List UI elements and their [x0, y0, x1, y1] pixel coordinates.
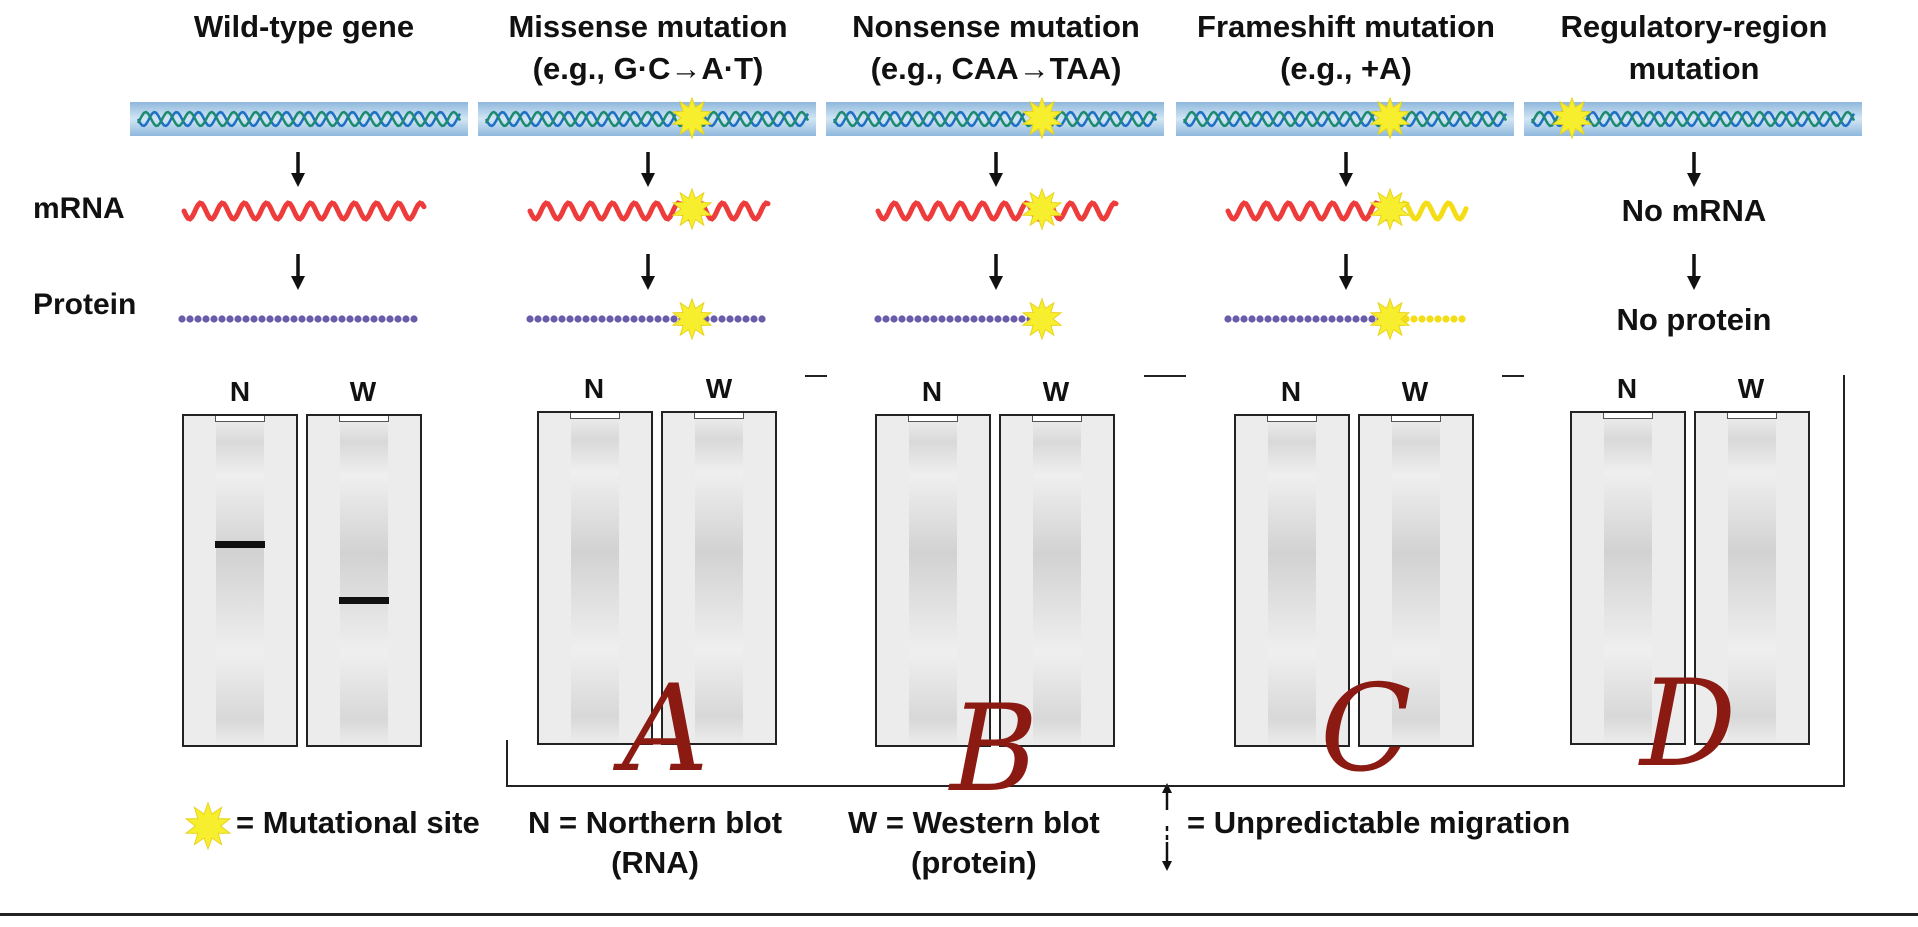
lane-label-w: W	[349, 376, 377, 407]
handwritten-letter-b: B	[950, 680, 1039, 819]
legend-line: W = Western blot	[848, 805, 1100, 840]
lane-label-n: N	[1616, 373, 1638, 404]
row-label-mrna: mRNA	[33, 192, 125, 225]
gel-lane	[340, 416, 387, 745]
header-line: (e.g., G·C→A·T)	[532, 51, 764, 86]
legend-line: (RNA)	[611, 845, 699, 880]
bracket-tick	[805, 375, 827, 377]
mutation-star-icon	[186, 803, 230, 849]
lane-label-n: N	[583, 373, 605, 404]
protein-chain	[874, 315, 1049, 322]
protein-chain	[1224, 315, 1391, 322]
lane-label-n: N	[229, 376, 251, 407]
handwritten-letter-a: A	[622, 660, 709, 799]
band-wildtype-western	[339, 597, 388, 604]
legend-mutational-site: = Mutational site	[236, 805, 480, 840]
no-protein-text: No protein	[1616, 302, 1772, 337]
legend-western	[848, 803, 1100, 883]
lane-label-w: W	[1042, 376, 1070, 407]
lane-label-n: N	[921, 376, 943, 407]
legend-northern	[528, 803, 782, 883]
header-line: (e.g., CAA→TAA)	[870, 51, 1122, 86]
lane-label-w: W	[1401, 376, 1429, 407]
header-line: (e.g., +A)	[1280, 51, 1412, 86]
header-line: Regulatory-region	[1560, 9, 1828, 44]
protein-chain	[1394, 315, 1465, 322]
lane-label-n: N	[1280, 376, 1302, 407]
gel-well	[339, 416, 388, 422]
lane-label-w: W	[1737, 373, 1765, 404]
bracket-tick	[1144, 375, 1186, 377]
lane-label-w: W	[705, 373, 733, 404]
mrna-strand	[1228, 203, 1388, 219]
bracket-left-edge	[506, 740, 508, 787]
mutation-star-icon	[1371, 189, 1409, 229]
header-line: Missense mutation	[508, 9, 788, 44]
row-label-protein: Protein	[33, 288, 137, 321]
header-line: mutation	[1628, 51, 1760, 86]
legend-unpredictable: = Unpredictable migration	[1187, 805, 1571, 840]
gel-lane	[216, 416, 263, 745]
gel-wildtype-northern	[182, 414, 298, 747]
mrna-strand	[530, 203, 768, 219]
header-line: Frameshift mutation	[1197, 9, 1495, 44]
gel-well	[215, 416, 264, 422]
header-line: Nonsense mutation	[852, 9, 1140, 44]
mrna-strand	[184, 203, 424, 219]
header-line: Wild-type gene	[193, 9, 415, 44]
handwritten-letter-c: C	[1320, 660, 1412, 799]
bottom-border	[0, 913, 1918, 916]
protein-chain	[178, 315, 417, 322]
mrna-strand	[878, 203, 1116, 219]
band-wildtype-northern	[215, 541, 264, 548]
handwritten-letter-d: D	[1640, 655, 1737, 794]
no-mrna-text: No mRNA	[1621, 193, 1767, 228]
legend-line: N = Northern blot	[528, 805, 783, 840]
legend-line: (protein)	[911, 845, 1037, 880]
gel-wildtype-western	[306, 414, 422, 747]
protein-chain	[526, 315, 765, 322]
bracket-tick	[1502, 375, 1524, 377]
